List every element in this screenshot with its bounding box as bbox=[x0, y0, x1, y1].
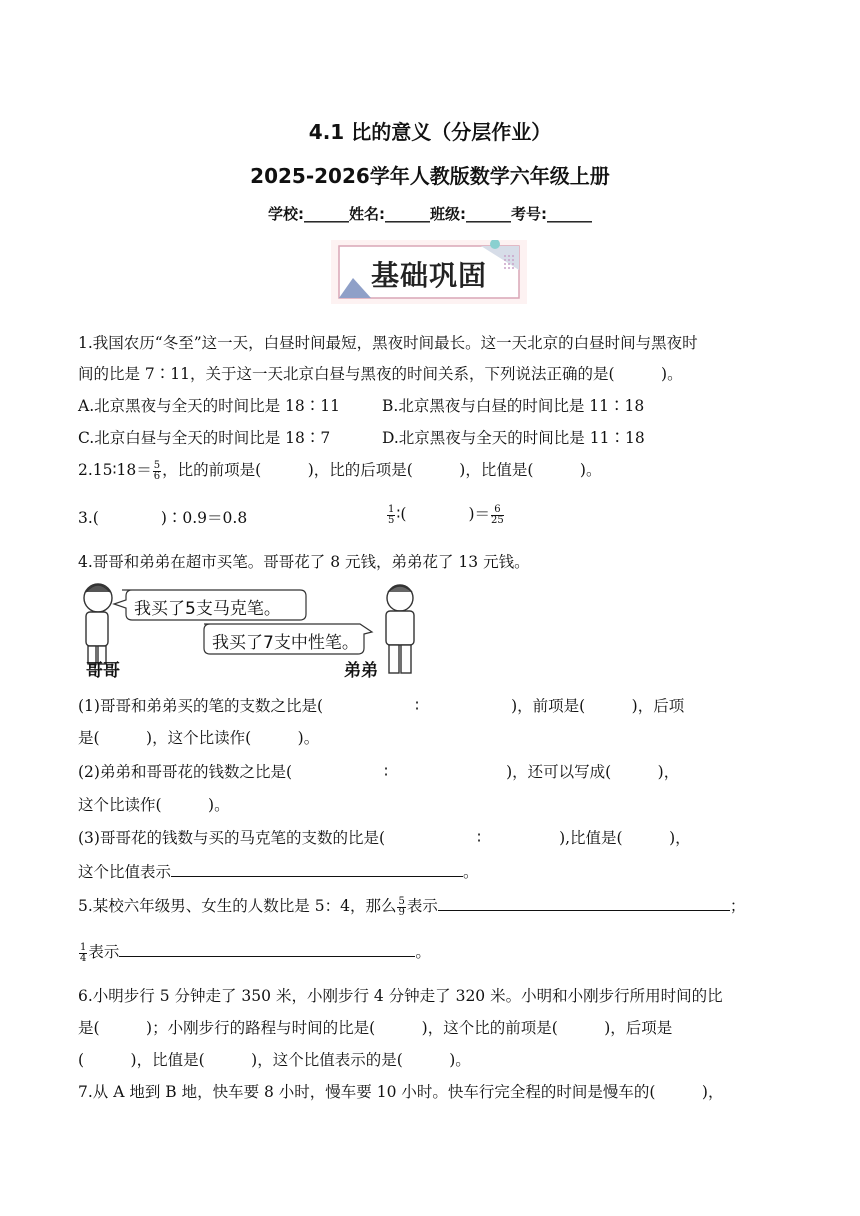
q5-d: 表示 bbox=[88, 943, 120, 961]
q3-frac2 bbox=[491, 505, 504, 526]
q5-b: 表示 bbox=[406, 897, 438, 915]
q3-frac1-den: 5 bbox=[388, 514, 395, 526]
q5-frac2 bbox=[79, 943, 87, 964]
q2-frac-num: 5 bbox=[153, 459, 161, 471]
q6-line2: 是( )；小刚步行的路程与时间的比是( )，这个比的前项是( )，后项是 bbox=[78, 1019, 673, 1037]
q4-part3-c: 这个比值表示 bbox=[78, 863, 172, 881]
q5-frac1-den: 9 bbox=[398, 906, 405, 918]
banner-text: 基础巩固 bbox=[370, 259, 487, 292]
q4-part1-a: (1)哥哥和弟弟买的笔的支数之比是( bbox=[78, 697, 324, 715]
q7-line1: 7.从 A 地到 B 地，快车要 8 小时，慢车要 10 小时。快车行完全程的时间是慢车的( )， bbox=[78, 1083, 724, 1101]
page-title: 4.1 比的意义（分层作业） bbox=[308, 120, 552, 144]
q4-part3-end: 。 bbox=[463, 863, 479, 881]
q4-part1-line1 bbox=[78, 696, 684, 716]
q1-option-d: D.北京黑夜与全天的时间比是 11∶18 bbox=[382, 429, 645, 447]
q6-line1: 6.小明步行 5 分钟走了 350 米，小刚步行 4 分钟走了 320 米。小明和小刚步行所用时间的比 bbox=[78, 987, 723, 1005]
section-banner bbox=[331, 240, 527, 304]
q3-left: 3.( )∶0.9＝0.8 bbox=[78, 509, 248, 527]
q1-option-c: C.北京白昼与全天的时间比是 18∶7 bbox=[78, 429, 331, 447]
q3-right-mid: ∶( )＝ bbox=[396, 505, 491, 523]
q5-e: 。 bbox=[415, 943, 431, 961]
label-older-brother: 哥哥 bbox=[86, 661, 120, 681]
q5-frac2-num: 1 bbox=[80, 941, 87, 953]
q4-part1-colon: ∶ bbox=[415, 697, 420, 715]
q3-frac1 bbox=[387, 505, 395, 526]
q2-line bbox=[78, 460, 601, 482]
q4-part2-colon: ∶ bbox=[384, 763, 389, 781]
q1-option-b: B.北京黑夜与白昼的时间比是 11∶18 bbox=[382, 397, 645, 415]
q5-line2 bbox=[78, 940, 431, 964]
q3-frac2-num: 6 bbox=[491, 505, 504, 516]
q5-c: ； bbox=[729, 897, 746, 915]
q1-option-a: A.北京黑夜与全天的时间比是 18∶11 bbox=[78, 397, 340, 415]
speech-bubble-older: 我买了5支马克笔。 bbox=[134, 599, 281, 619]
q4-part3-line1 bbox=[78, 828, 691, 848]
q5-frac2-den: 4 bbox=[80, 952, 87, 964]
q2-suffix: ，比的前项是( )，比的后项是( )，比值是( )。 bbox=[162, 461, 602, 479]
q4-illustration bbox=[76, 578, 420, 682]
q4-part1-b: )，前项是( )，后项 bbox=[511, 697, 685, 715]
q4-part3-b: ),比值是( )， bbox=[559, 829, 691, 847]
q5-blank1[interactable] bbox=[438, 894, 730, 911]
q4-part3-colon: ∶ bbox=[477, 829, 482, 847]
q2-prefix: 2.15∶18＝ bbox=[78, 461, 152, 479]
q4-part2-line2: 这个比读作( )。 bbox=[78, 796, 230, 814]
q6-line3: ( )，比值是( )，这个比值表示的是( )。 bbox=[78, 1051, 471, 1069]
page-subtitle: 2025-2026学年人教版数学六年级上册 bbox=[250, 164, 610, 188]
q5-blank2[interactable] bbox=[119, 940, 415, 957]
label-younger-brother: 弟弟 bbox=[344, 661, 378, 681]
q4-part3-blank[interactable] bbox=[171, 860, 463, 877]
q1-line2: 间的比是 7∶11，关于这一天北京白昼与黑夜的时间关系，下列说法正确的是( )。 bbox=[78, 365, 683, 383]
q3-right bbox=[386, 504, 505, 526]
q4-part1-line2: 是( )，这个比读作( )。 bbox=[78, 729, 320, 747]
q4-text: 4.哥哥和弟弟在超市买笔。哥哥花了 8 元钱，弟弟花了 13 元钱。 bbox=[78, 553, 530, 571]
q5-frac1 bbox=[397, 897, 405, 918]
q1-line1: 1.我国农历“冬至”这一天，白昼时间最短，黑夜时间最长。这一天北京的白昼时间与黑夜时 bbox=[78, 334, 698, 352]
q5-a: 5.某校六年级男、女生的人数比是 5：4，那么 bbox=[78, 897, 397, 915]
q4-part2-line1 bbox=[78, 762, 679, 782]
q4-part2-a: (2)弟弟和哥哥花的钱数之比是( bbox=[78, 763, 293, 781]
q4-part3-line2 bbox=[78, 860, 479, 882]
q2-fraction bbox=[153, 461, 161, 482]
q3-frac2-den: 25 bbox=[491, 514, 504, 526]
q3-frac1-num: 1 bbox=[388, 503, 395, 515]
q5-line1 bbox=[78, 894, 745, 918]
q4-part2-b: )，还可以写成( )， bbox=[506, 763, 680, 781]
q5-frac1-num: 5 bbox=[398, 895, 405, 907]
q2-frac-den: 6 bbox=[153, 470, 161, 482]
q4-part3-a: (3)哥哥花的钱数与买的马克笔的支数的比是( bbox=[78, 829, 386, 847]
speech-bubble-younger: 我买了7支中性笔。 bbox=[212, 633, 359, 653]
student-info-line: 学校:______姓名:______班级:______考号:______ bbox=[268, 205, 592, 223]
